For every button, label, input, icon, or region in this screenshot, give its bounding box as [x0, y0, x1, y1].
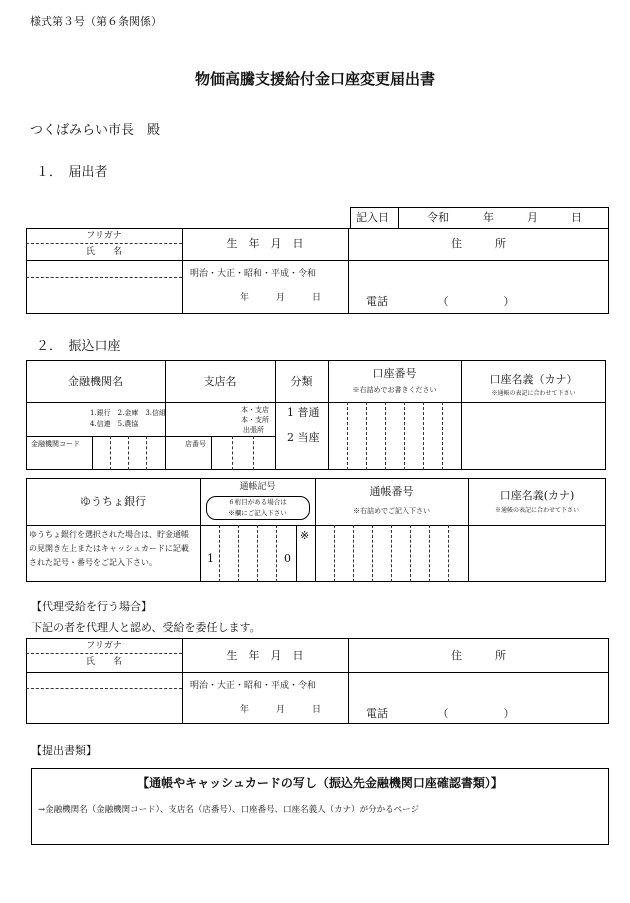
type-ordinary[interactable]: 1 普通: [287, 406, 320, 419]
date-era: 令和: [427, 211, 449, 224]
birthdate-header: 生 年 月 日: [226, 237, 304, 250]
bank-name-header: 金融機関名: [68, 375, 123, 388]
account-holder-header: 口座名義（カナ）: [489, 373, 578, 386]
phone-field[interactable]: 電話 （ ）: [366, 295, 515, 308]
furigana-input[interactable]: [28, 262, 180, 276]
date-day[interactable]: 日: [571, 211, 582, 224]
proxy-era-options[interactable]: 明治・大正・昭和・平成・令和: [190, 681, 317, 691]
proxy-phone-field[interactable]: 電話 （ ）: [366, 707, 515, 720]
page-title: 物価高騰支援給付金口座変更届出書: [194, 70, 435, 88]
section1-heading: １． 届出者: [36, 165, 108, 180]
proxy-name-label: 氏 名: [85, 657, 122, 667]
account-number-note: ※右詰めでお書きください: [352, 386, 437, 394]
date-month[interactable]: 月: [527, 211, 538, 224]
addressee: つくばみらい市長 殿: [30, 123, 161, 138]
yucho-desc-3: された記号・番号をご記入下さい。: [29, 558, 157, 567]
branch-type-option-2[interactable]: 本・支所: [241, 416, 269, 424]
proxy-address-header: 住 所: [451, 649, 506, 662]
branch-type-option-1[interactable]: 本・支店: [241, 406, 269, 414]
yucho-symbol-header: 通帳記号: [239, 482, 276, 492]
documents-box-title: 【通帳やキャッシュカードの写し（振込先金融機関口座確認書類）】: [137, 776, 503, 790]
account-type-header: 分類: [290, 375, 313, 388]
yucho-number-note: ※右詰めでご記入下さい: [353, 507, 430, 515]
address-header: 住 所: [451, 237, 506, 250]
yucho-mark: ※: [300, 529, 310, 542]
furigana-label: フリガナ: [86, 231, 122, 241]
name-label: 氏 名: [85, 247, 122, 257]
birth-ymd[interactable]: 年 月 日: [240, 293, 322, 303]
branch-number-label: 店番号: [185, 440, 206, 448]
date-label: 記入日: [356, 211, 389, 224]
account-holder-input[interactable]: [465, 405, 603, 467]
proxy-furigana-label: フリガナ: [86, 641, 122, 651]
yucho-desc-2: の見開き左上またはキャッシュカードに記載: [29, 544, 189, 553]
proxy-birthdate-header: 生 年 月 日: [226, 649, 304, 662]
section2-heading: ２． 振込口座: [36, 339, 121, 354]
proxy-name-input[interactable]: [28, 690, 180, 722]
yucho-holder-header: 口座名義(カナ): [499, 489, 575, 502]
proxy-heading: 【代理受給を行う場合】: [31, 600, 152, 613]
form-number: 様式第３号（第６条関係）: [30, 15, 162, 28]
bank-type-options-2[interactable]: 4.信連 5.農協: [90, 420, 139, 428]
proxy-furigana-input[interactable]: [28, 674, 180, 687]
yucho-symbol-note-2: ※欄にご記入下さい: [228, 509, 287, 517]
branch-type-option-3[interactable]: 出張所: [243, 426, 264, 434]
yucho-symbol-note-1: ６桁目がある場合は: [228, 498, 287, 506]
yucho-desc-1: ゆうちょ銀行を選択された場合は、貯金通帳: [29, 530, 189, 539]
account-number-header: 口座番号: [372, 367, 417, 380]
name-input[interactable]: [28, 279, 180, 312]
yucho-symbol-digit-1: 1: [207, 552, 214, 565]
documents-box-text: →金融機関名（金融機関コード）、支店名（店番号）、口座番号、口座名義人（カナ）が分かるページ: [38, 805, 419, 815]
date-year[interactable]: 年: [483, 211, 494, 224]
documents-heading: 【提出書類】: [31, 744, 97, 757]
yucho-bank-label: ゆうちょ銀行: [80, 495, 146, 508]
era-options[interactable]: 明治・大正・昭和・平成・令和: [190, 269, 317, 279]
proxy-text: 下記の者を代理人と認め、受給を委任します。: [31, 621, 261, 634]
yucho-number-header: 通帳番号: [369, 485, 414, 498]
yucho-symbol-digit-0: 0: [284, 552, 291, 565]
branch-name-header: 支店名: [203, 375, 237, 388]
account-holder-note: ※通帳の表記に合わせて下さい: [491, 390, 576, 397]
proxy-birth-ymd[interactable]: 年 月 日: [240, 705, 322, 715]
yucho-holder-note: ※通帳の表記に合わせて下さい: [494, 507, 579, 514]
bank-code-label: 金融機関コード: [31, 440, 80, 448]
bank-type-options-1[interactable]: 1.銀行 2.金庫 3.信組: [90, 409, 167, 417]
yucho-holder-input[interactable]: [472, 528, 603, 579]
type-current[interactable]: 2 当座: [287, 431, 320, 444]
